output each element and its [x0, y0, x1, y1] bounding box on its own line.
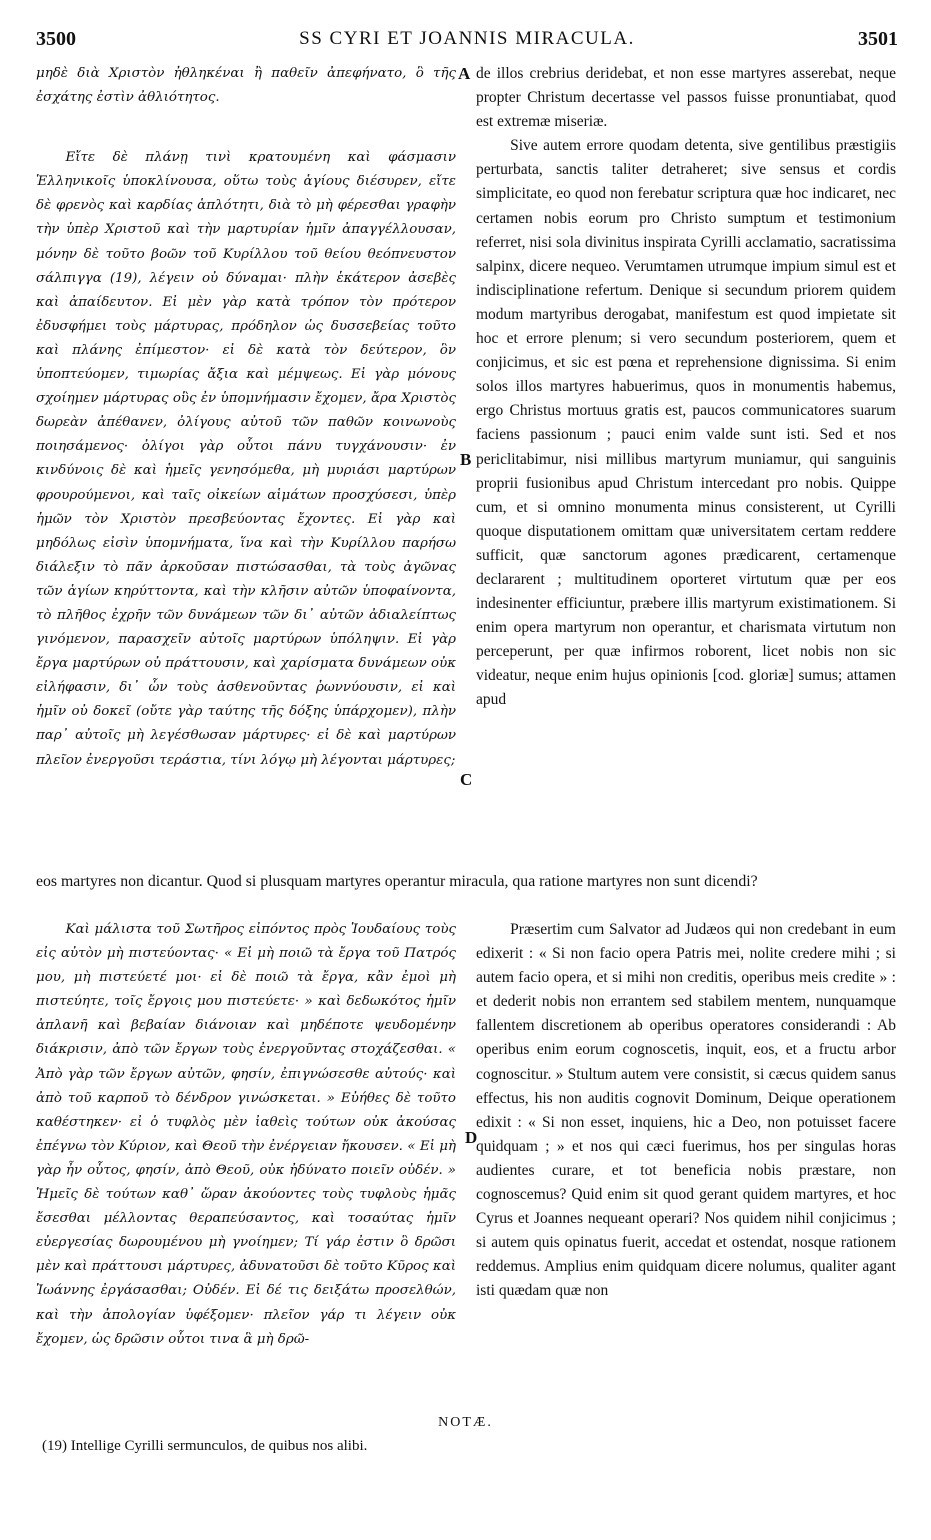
latin-column-upper	[476, 62, 896, 713]
margin-marker-a: A	[458, 64, 471, 83]
running-header	[36, 28, 898, 58]
greek-paragraph-1: μηδὲ διὰ Χριστὸν ἠθληκέναι ἢ παθεῖν ἀπεφήνατο, ὃ τῆς ἐσχάτης ἐστὶν ἀθλιότητος.	[36, 66, 456, 106]
latin-column-lower	[476, 918, 896, 1304]
page-number-left: 3500	[36, 28, 76, 50]
latin-paragraph-1: de illos crebrius deridebat, et non esse martyres asserebat, neque propter Christum decertasse vel passos fuisse pronuntiabat, quod est extremæ miseriæ.	[476, 65, 896, 131]
notes-title: NOTÆ.	[438, 1415, 493, 1430]
latin-spanning-text: eos martyres non dicantur. Quod si plusquam martyres operantur miracula, qua ratione martyres non sunt dicendi?	[36, 873, 758, 890]
latin-paragraph-2: Sive autem errore quodam detenta, sive gentilibus præstigiis perturbata, sanctis taliter detraheret; sive sensus et cordis simplicitate, eo quod non ferebatur scriptura quæ hoc indicaret, nec certamen nobis eorum pro Christo sumptum et testimonium referret, nisi sola divinitus inspirata Cyrilli acclamatio, sacratissima salpinx, dicere nequeo. Verumtamen utrumque impium simul est et indisciplinatione refertum. Denique si secundum priorem quidem modum martyribus derogabat, manifestum est quod impietate sit hoc et errore plenum; si vero secundum posteriorem, quem et conjicimus, et sic est pœna et reprehensione dignissima. Si enim solos illos martyres habuerimus, quos in monumentis habemus, ergo Christus mortuus gratis est, paucos communicatores suarum faciens passionum ; pauci enim valde sunt isti. Sed et nos periclitabimur, nisi millibus martyrum muniamur, qui sanguinis proprii fusionibus apud Christum intercedant pro nobis. Quippe cum, et si omnino monumenta minus consisterent, ut Cyrilli quoque disputationem omittam quæ universitatem certam reddere sufficit, quæ sanctorum agones prædicarent, certamenque declararent ; multitudinem oporteret virtutum quæ per eos indesinenter efficiuntur, præbere illis martyrum existimationem. Si enim opera martyrum non operantur, et charismata virtutum non perceperunt, per quæ infirmos roborent, licet nobis non sic videatur, neque enim hujus opinionis [cod. gloriæ] sumus; attamen apud	[476, 137, 896, 709]
margin-marker-c: C	[460, 770, 473, 789]
greek-column-lower	[36, 918, 456, 1352]
footnote-19: (19) Intellige Cyrilli sermunculos, de quibus nos alibi.	[42, 1438, 368, 1454]
page-number-right: 3501	[858, 28, 898, 50]
running-title: SS CYRI ET JOANNIS MIRACULA.	[299, 28, 635, 49]
latin-paragraph-3: Præsertim cum Salvator ad Judæos qui non credebant in eum edixerit : « Si non facio opera Patris mei, nolite credere mihi ; si autem facio opera, et si mihi non creditis, operibus meis credite » : et dederit nobis non errantem sed stabilem mentem, nunquamque fallentem discretionem ab operibus operatores considerandi : Ab operibus enim eorum cognoscetis, inquit, eos, et a fructu arbor cognoscitur. » Stultum autem vere consistit, si cæcus quidem sanus effectus, his non auditis cognovit Dominum, Deique operationem edixit : « Si non esset, inquiens, hic a Deo, non potuisset facere quidquam ; » et nos qui cæci fuerimus, hos per singulas horas audientes curare, et tot beneficia nobis præstare, non cognoscemus? Quid enim sit quod gerant quidem martyres, et hoc Cyrus et Joannes nequeant operari? Nos quidem nihil conjicimus ; si autem quis opinatus fuerit, accedat et ostendat, nosque rationem reddemus. Amplius enim quidquam dicere nolumus, qualiter agant isti quædam quæ non	[476, 921, 896, 1300]
margin-marker-d: D	[465, 1128, 478, 1147]
greek-paragraph-3: Καὶ μάλιστα τοῦ Σωτῆρος εἰπόντος πρὸς Ἰουδαίους τοὺς εἰς αὐτὸν μὴ πιστεύοντας· « Εἰ μὴ ποιῶ τὰ ἔργα τοῦ Πατρός μου, μὴ πιστεύετέ μοι· εἰ δὲ ποιῶ τὰ ἔργα, κἂν ἐμοὶ μὴ πιστεύητε, τοῖς ἔργοις μου πιστεύετε· » καὶ δεδωκότος ἡμῖν ἀπλανῆ καὶ βεβαίαν διάνοιαν καὶ μηδέποτε ψευδομένην διάκρισιν, ἀπὸ τῶν ἔργων τοὺς ἐνεργοῦντας στοχάζεσθαι. « Ἀπὸ γὰρ τῶν ἔργων αὐτῶν, φησίν, ἐπιγνώσεσθε αὐτούς· καὶ ἀπὸ τοῦ καρποῦ τὸ δένδρον γινώσκεται. » Εὐήθες δὲ τοῦτο καθέστηκεν· εἰ ὁ τυφλὸς μὲν ἰαθεὶς τούτων οὐκ ἀκούσας ἐπέγνω τὸν Κύριον, καὶ Θεοῦ τὴν ἐνέργειαν ἤκουσεν. « Εἰ μὴ γὰρ ἦν οὗτος, φησίν, ἀπὸ Θεοῦ, οὐκ ἠδύνατο ποιεῖν οὐδέν. » Ἡμεῖς δὲ τούτων καθ᾽ ὥραν ἀκούοντες τοὺς τυφλοὺς ἡμᾶς ἔσεσθαι μέλλοντας θεραπεύσαντος, καὶ τοσαύτας ἡμῖν εὐεργεσίας δωρουμένου μὴ γνοίημεν; Τί γάρ ἐστιν ὃ δρῶσι μὲν καὶ πράττουσι μάρτυρες, ἀδυνατοῦσι δὲ τοῦτο Κῦρος καὶ Ἰωάννης ἐργάσασθαι; Οὐδέν. Εἰ δέ τις δειξάτω προσελθών, καὶ τὴν ἀπολογίαν ὑφέξομεν· πλεῖον γάρ τι λέγειν οὐκ ἔχομεν, ὡς δρῶσιν οὗτοι τινα ἃ μὴ δρῶ-	[36, 922, 456, 1347]
greek-paragraph-2: Εἴτε δὲ πλάνῃ τινὶ κρατουμένη καὶ φάσμασιν Ἑλληνικοῖς ὑποκλίνουσα, οὕτω τοὺς ἁγίους διέσυρεν, εἴτε δὲ φρενὸς καὶ καρδίας ἁπλότητι, διὰ τὸ μὴ φέρεσθαι γραφὴν τὴν ὑπὲρ Χριστοῦ καὶ τὴν μαρτυρίαν ἡμῖν ἀπαγγέλλουσαν, μόνην δὲ τοῦτο βοῶν τοῦ Κυρίλλου τοῦ θείου θεόπνευστον σάλπιγγα (19), λέγειν οὐ δύναμαι· πλὴν ἑκάτερον ἀσεβὲς καὶ ἀπαίδευτον. Εἰ μὲν γὰρ κατὰ τρόπον τὸν πρότερον ἐδυσφήμει τοὺς μάρτυρας, πρόδηλον ὡς δυσσεβείας τοῦτο καὶ πλάνης ἐπίμεστον· εἰ δὲ κατὰ τὸν δεύτερον, ὃν ὑποπτεύομεν, τιμωρίας ἄξια καὶ μέμψεως. Εἰ γὰρ μόνους σχοίημεν μάρτυρας οὓς ἐν ὑπομνήμασιν ἔχομεν, ἄρα Χριστὸς δωρεὰν ἀπέθανεν, ὀλίγους αὐτοῦ τῶν παθῶν κοινωνοὺς ποιησάμενος· ὀλίγοι γὰρ οὗτοι πάνυ τυγχάνουσιν· ἐν κινδύνοις δὲ καὶ ἡμεῖς γενησόμεθα, μὴ μυριάσι μαρτύρων φρουρούμενοι, καὶ ταῖς οἰκείων αἱμάτων προσχύσεσι, ὑπὲρ ἡμῶν τὸν Χριστὸν πρεσβεύοντας ἔχοντες. Εἰ γὰρ καὶ μηδόλως εἰσὶν ὑπομνήματα, ἵνα καὶ τὴν Κυρίλλου παρήσω διάλεξιν τὸ πᾶν ἀρκοῦσαν πιστώσασθαι, τὰ τοὺς ἀγῶνας τῶν ἁγίων κηρύττοντα, καὶ τὴν κλῆσιν αὐτῶν ὑποφαίνοντα, τὸ πλῆθος ἐχρῆν τῶν δυνάμεων τῶν δι᾽ αὐτῶν ἀδιαλείπτως γινόμενον, παρασχεῖν αὐτοῖς μαρτύρων ὑπόληψιν. Εἰ γὰρ ἔργα μαρτύρων οὐ πράττουσιν, καὶ χαρίσματα δυνάμεων οὐκ εἰλήφασιν, δι᾽ ὧν τοὺς ἀσθενοῦντας ῥωννύουσιν, εἰ καὶ ἡμῖν οὐ δοκεῖ (οὔτε γὰρ ταύτης τῆς δόξης ὑπάρχομεν), πλὴν παρ᾽ αὐτοῖς μὴ λεγέσθωσαν μάρτυρες· εἰ δὲ καὶ μαρτύρων πλεῖον ἐνεργοῦσι τεράστια, τίνι λόγῳ μὴ λέγονται μάρτυρες;	[36, 150, 456, 768]
margin-marker-b: B	[460, 450, 472, 469]
greek-column-upper	[36, 62, 456, 773]
